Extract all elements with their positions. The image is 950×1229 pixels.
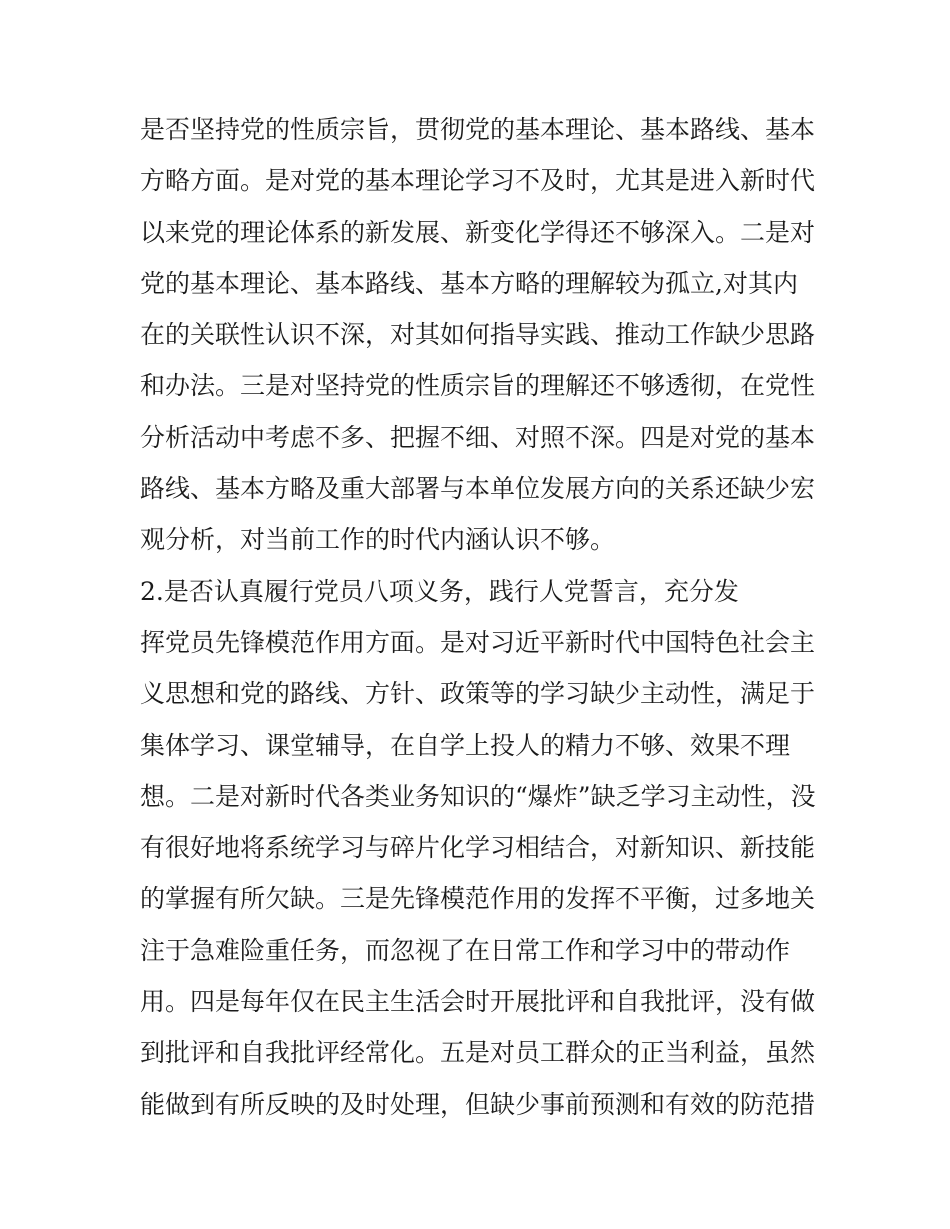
text-line: 路线、基本方略及重大部署与本单位发展方向的关系还缺少宏 <box>140 474 816 504</box>
text-line: 集体学习、课堂辅导，在自学上投人的精力不够、效果不理 <box>140 730 791 760</box>
text-line: 以来党的理论体系的新发展、新变化学得还不够深入。二是对 <box>140 217 816 247</box>
text-line: 和办法。三是对坚持党的性质宗旨的理解还不够透彻，在党性 <box>140 371 816 401</box>
text-line: 方略方面。是对党的基本理论学习不及时，尤其是进入新时代 <box>140 166 816 196</box>
text-line: 党的基本理论、基本路线、基本方略的理解较为孤立,对其内 <box>140 268 798 298</box>
text-line: 注于急难险重任务，而忽视了在日常工作和学习中的带动作 <box>140 935 791 965</box>
text-line: 能做到有所反映的及时处理，但缺少事前预测和有效的防范措 <box>140 1089 816 1119</box>
text-line: 是否坚持党的性质宗旨，贯彻党的基本理论、基本路线、基本 <box>140 115 816 144</box>
text-line: 有很好地将系统学习与碎片化学习相结合，对新知识、新技能 <box>140 833 816 863</box>
text-line: 的掌握有所欠缺。三是先锋模范作用的发挥不平衡，过多地关 <box>140 884 816 914</box>
document-body <box>140 104 820 1130</box>
text-line: 挥党员先锋模范作用方面。是对习近平新时代中国特色社会主 <box>140 627 816 657</box>
text-line: 在的关联性认识不深，对其如何指导实践、推动工作缺少思路 <box>140 320 816 350</box>
text-line: 观分析，对当前工作的时代内涵认识不够。 <box>140 525 616 555</box>
section-heading-line: 2.是否认真履行党员八项义务，践行人党誓言，充分发 <box>140 576 739 606</box>
text-line: 到批评和自我批评经常化。五是对员工群众的正当利益，虽然 <box>140 1038 816 1068</box>
text-line: 想。二是对新时代各类业务知识的“爆炸”缺乏学习主动性，没 <box>140 781 816 811</box>
text-line: 分析活动中考虑不多、把握不细、对照不深。四是对党的基本 <box>140 422 816 452</box>
text-line: 义思想和党的路线、方针、政策等的学习缺少主动性，满足于 <box>140 679 816 709</box>
text-line: 用。四是每年仅在民主生活会时开展批评和自我批评，没有做 <box>140 987 816 1017</box>
